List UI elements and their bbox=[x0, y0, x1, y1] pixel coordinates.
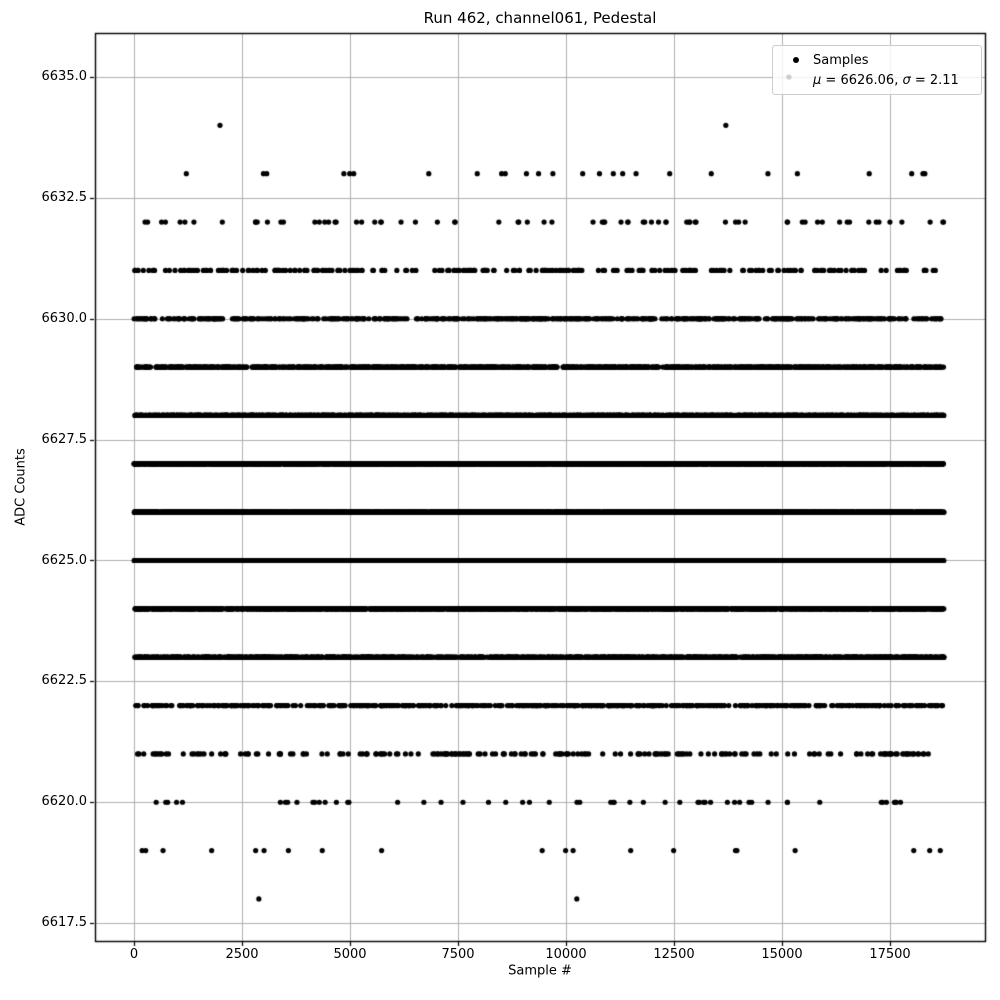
chart-title: Run 462, channel061, Pedestal bbox=[423, 9, 657, 27]
y-tick-label: 6632.5 bbox=[41, 190, 87, 205]
x-axis-label: Sample # bbox=[508, 963, 572, 979]
x-tick-label: 7500 bbox=[441, 947, 475, 962]
x-tick-label: 2500 bbox=[225, 947, 259, 962]
y-tick-label: 6630.0 bbox=[41, 311, 87, 326]
x-tick-label: 17500 bbox=[869, 947, 911, 962]
legend bbox=[772, 45, 982, 95]
x-tick-label: 5000 bbox=[333, 947, 367, 962]
x-tick-label: 15000 bbox=[761, 947, 803, 962]
y-tick-label: 6617.5 bbox=[41, 915, 87, 930]
y-tick-label: 6622.5 bbox=[41, 673, 87, 688]
legend-stats-label: μ = 6626.06, σ = 2.11 bbox=[813, 72, 959, 88]
legend-entry-samples bbox=[779, 50, 975, 70]
x-tick-label: 10000 bbox=[545, 947, 587, 962]
y-tick-label: 6635.0 bbox=[41, 69, 87, 84]
x-tick-label: 0 bbox=[129, 947, 139, 962]
y-axis-label: ADC Counts bbox=[13, 448, 29, 526]
y-tick-label: 6625.0 bbox=[41, 553, 87, 568]
y-tick-label: 6627.5 bbox=[41, 432, 87, 447]
legend-entry-stats bbox=[779, 70, 975, 90]
x-tick-label: 12500 bbox=[653, 947, 695, 962]
legend-dot-icon bbox=[779, 57, 813, 63]
y-tick-label: 6620.0 bbox=[41, 794, 87, 809]
legend-samples-label: Samples bbox=[813, 52, 869, 68]
